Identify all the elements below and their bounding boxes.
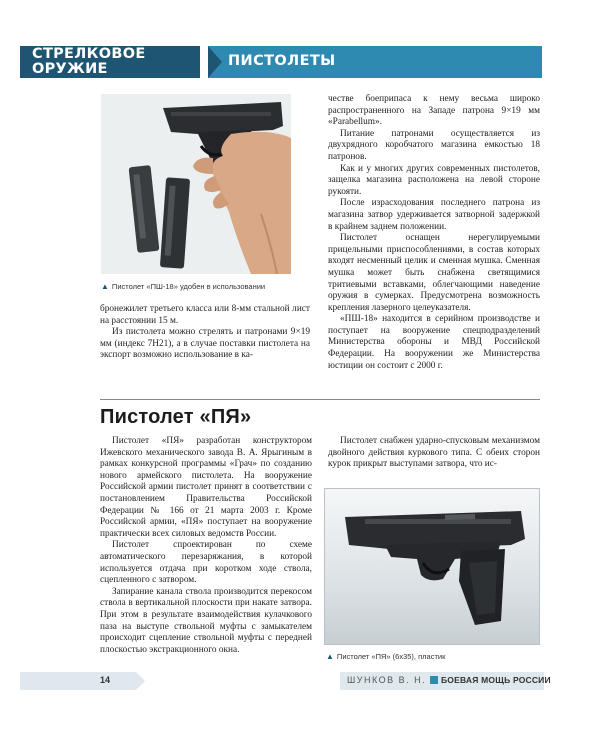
article2-left-paragraph: Пистолет спроектирован по схеме автоматического перезаряжания, в которой используется отдача при коротком ходе ствола, сцепленного с затвором. — [100, 540, 312, 586]
pistol-photo-pya — [324, 488, 540, 645]
article1-right-paragraph: Как и у многих других современных пистолетов, защелка магазина расположена на левой стороне рукояти. — [328, 163, 540, 197]
article1-left-column — [100, 304, 310, 362]
article1-right-paragraph: честве боеприпаса к нему весьма широко распространенного на Западе патрона 9×19 мм «Parabellum». — [328, 94, 540, 128]
article2-left-column — [100, 436, 312, 656]
page-number: 14 — [100, 675, 111, 685]
caption-triangle-icon: ▲ — [101, 282, 109, 291]
article1-right-paragraph: Пистолет оснащен нерегулируемыми прицельными приспособлениями, в состав которых входят несменный целик и сменная мушка. Сменная мушка может быть снабжена светящимися тритиевыми вставками, облегчающими наведение оружия в сумерках. Предусмотрена возможность крепления лазерного целеуказателя. — [328, 233, 540, 313]
footer-book-title: БОЕВАЯ МОЩЬ РОССИИ — [441, 675, 551, 685]
footer-left-band — [20, 672, 136, 690]
article2-left-paragraph: Пистолет «ПЯ» разработан конструктором Ижевского механического завода В. А. Ярыгиным в рамках конкурсной программы «Грач» по созданию нового армейского пистолета. На вооружение Российской армии пистолет принят в соответствии с постановлением Правительства Российской Федерации № 166 от 21 марта 2003 г. Кроме Российской армии, «ПЯ» поступает на вооружение практически всех силовых ведомств России. — [100, 436, 312, 539]
article2-right-column — [328, 436, 540, 471]
article2-right-paragraph: Пистолет снабжен ударно-спусковым механизмом двойного действия куркового типа. С обеих сторон курок прикрыт выступами затвора, что ис- — [328, 436, 540, 470]
footer-author: ШУНКОВ В. Н. — [347, 675, 427, 685]
footer-square-icon — [430, 676, 438, 684]
pistol-pya-image — [345, 511, 525, 625]
figure1-caption — [101, 282, 265, 292]
figure2-caption-text: Пистолет «ПЯ» (6х35), пластик — [336, 652, 446, 661]
pistol-photo-psh18 — [101, 94, 291, 274]
article1-left-paragraph: Из пистолета можно стрелять и патронами 9×19 мм (индекс 7Н21), а в случае поставки пистолета на экспорт возможно использование в ка- — [100, 327, 310, 361]
section-title-line2: ОРУЖИЕ — [32, 61, 108, 77]
article1-right-column — [328, 94, 540, 372]
header-arrow — [208, 46, 222, 78]
footer-arrow — [136, 672, 145, 690]
figure1-caption-text: Пистолет «ПШ-18» удобен в использовании — [111, 282, 266, 291]
article1-right-paragraph: После израсходования последнего патрона из магазина затвор удерживается затворной задержкой в крайнем заднем положении. — [328, 198, 540, 232]
section-title-line1: СТРЕЛКОВОЕ — [32, 46, 146, 62]
chapter-title: ПИСТОЛЕТЫ — [228, 53, 336, 69]
article2-left-paragraph: Запирание канала ствола производится перекосом ствола в вертикальной плоскости при накате затвора. При этом в результате взаимодействия кулачкового паза на выступе ствольной муфты с замыкателем происходит сцепление ствольной муфты с передней плоскостью экстракционного окна. — [100, 586, 312, 655]
article1-right-paragraph: Питание патронами осуществляется из двухрядного коробчатого магазина емкостью 18 патронов. — [328, 128, 540, 162]
article1-left-paragraph: бронежилет третьего класса или 8-мм стальной лист на расстоянии 15 м. — [100, 304, 310, 326]
section-title — [32, 47, 202, 77]
caption-triangle-icon: ▲ — [326, 652, 334, 661]
figure2-caption — [326, 652, 445, 662]
article1-right-paragraph: «ПШ-18» находится в серийном производстве и поступает на вооружение спецподразделений Министерства обороны и МВД Российской Федерации. На вооружении же Министерства юстиции он состоит с 2000 г. — [328, 314, 540, 371]
section-divider — [100, 399, 540, 400]
article2-title: Пистолет «ПЯ» — [100, 406, 252, 428]
